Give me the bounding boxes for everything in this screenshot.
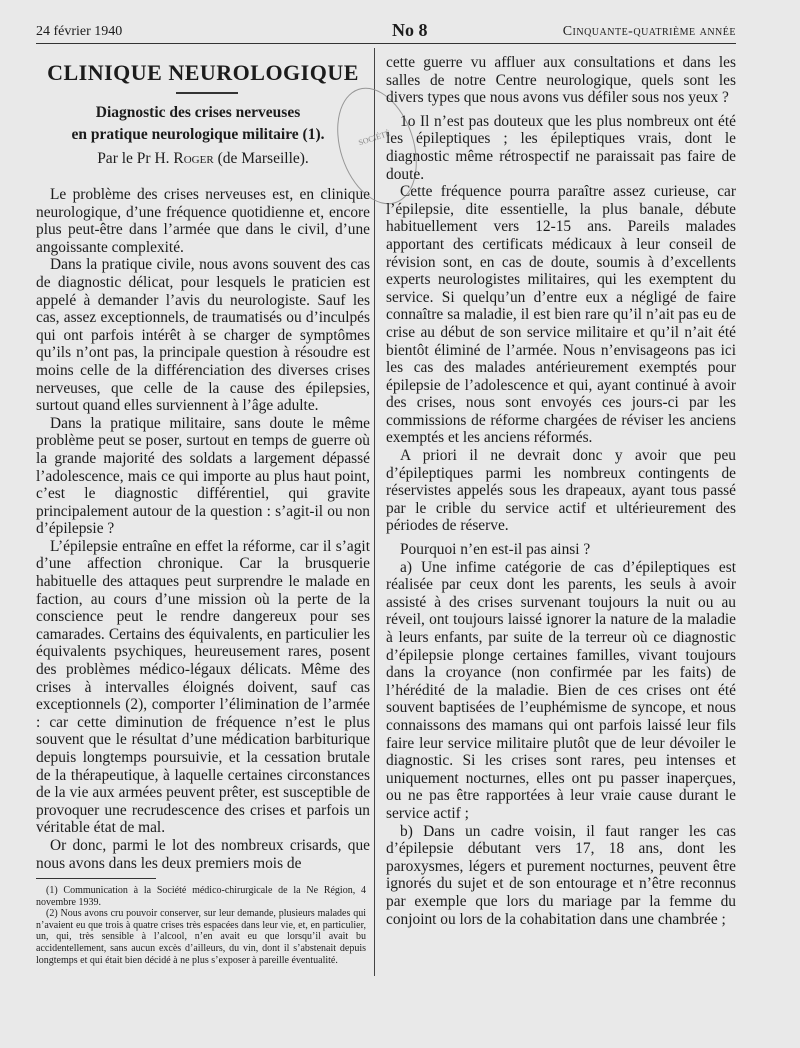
issue-number: No 8	[392, 20, 428, 40]
publication-year: Cinquante-quatrième année	[562, 24, 736, 39]
title-rule	[176, 92, 238, 94]
paragraph: Cette fréquence pourra paraître assez curieuse, car l’épilepsie, dite essentielle, la plus banale, débute habituellement vers 12-15 ans. Pareils malades apportant des certificats médicaux à leur conseil de révision sont, en cas de doute, soumis à d’excellents experts neurologistes militaires, qui les exemptent du service. Si quelqu’un d’entre eux a négligé de faire connaître sa maladie, il est bien rare qu’il n’ait pas eu de crise au début de son service militaire et qu’il n’ait été bientôt éliminé de l’armée. Nous n’envisageons pas ici les cas des malades antérieurement exemptés pour épilepsie de l’adolescence et qui, ayant continué à avoir des crises, nous sont envoyés ces jours-ci par les commissions de réforme chargées de réviser les anciens exemptés et les anciens réformés.	[386, 183, 736, 447]
issue-date: 24 février 1940	[36, 24, 123, 39]
header-rule	[36, 43, 736, 44]
footnotes	[36, 878, 366, 966]
section-title: CLINIQUE NEUROLOGIQUE	[47, 60, 359, 85]
left-column	[26, 58, 370, 872]
byline	[36, 148, 370, 170]
paragraph: L’épilepsie entraîne en effet la réforme, car il s’agit d’une affection chronique. Car la brusquerie habituelle des attaques peut surprendre le malade en faction, au cours d’une mission où la perte de la conscience peut le rendre dangereux pour ses camarades. Certains des équivalents, en particulier les équivalents psychiques, heureusement rares, posent des problèmes médico-légaux délicats. Même des crises à intervalles éloignés doivent, sauf cas exceptionnels (2), comporter l’élimination de l’armée : car cette diminution de fréquence n’est le plus souvent que le résultat d’une médication barbiturique depuis longtemps poursuivie, et la cessation brutale de la thérapeutique, à laquelle certaines circonstances de la vie aux armées peuvent prêter, est susceptible de provoquer une recrudescence des crises et parfois un véritable état de mal.	[36, 537, 370, 837]
paragraph: Pourquoi n’en est-il pas ainsi ?	[400, 541, 591, 559]
footnote: (2) Nous avons cru pouvoir conserver, sur leur demande, plusieurs malades qui n’avaient eu que trois à quatre crises très espacées dans leur vie, et, en particulier, un, qui, très sensible à l’alcool, n’en avait eu que lorsqu’il avait bu accidentellement, sans aucun excès d’ailleurs, du vin, dont il s’abstenait depuis longtemps et qui était bien décidé à ne plus s’exposer à pareille éventualité.	[36, 908, 366, 966]
paragraph: a) Une infime catégorie de cas d’épileptiques est réalisée par ceux dont les parents, les seuls à avoir assisté à des crises survenant toujours la nuit ou au réveil, ont toujours laissé ignorer la nature de la maladie à leurs enfants, par suite de la terreur où ce diagnostic d’épilepsie plonge certaines familles, vivant toujours dans la croyance (non confirmée par les faits) de l’hérédité de la maladie. Bien de ces crises ont été souvent baptisées de l’euphémisme de syncope, et nous connaissons des mamans qui ont parfois laissé leur fils faire leur service militaire plutôt que de leur dévoiler le diagnostic. Si les crises sont rares, peu intenses et uniquement nocturnes, elles ont pu passer inaperçues, ou ne pas être rapportées à leur vraie cause durant le service actif ;	[386, 558, 736, 822]
article-title	[36, 102, 360, 146]
footnote-rule	[36, 878, 156, 879]
paragraph: A priori il ne devrait donc y avoir que peu d’épileptiques parmi les nombreux contingents de réservistes appelés sous les drapeaux, ayant tous passé par le crible du service actif et ultérieurement des périodes de réserve.	[386, 447, 736, 535]
paragraph: Dans la pratique civile, nous avons souvent des cas de diagnostic délicat, pour lesquels le praticien est appelé à demander l’avis du neurologiste. Sauf les cas, assez exceptionnels, de traumatisés ou d’inculpés qui ont parfois intérêt à se charger de symptômes qu’ils n’ont pas, la principale question à résoudre est moins celle de la différenciation des diverses crises nerveuses, que celle de la cause des épilepsies, surtout quand elles surviennent à l’âge adulte.	[36, 256, 370, 415]
byline-suffix: (de Marseille).	[217, 150, 309, 167]
stamp-text: SOCIÉTÉ	[357, 128, 392, 148]
paragraph: Dans la pratique militaire, sans doute le même problème peut se poser, surtout en temps de guerre où la grande majorité des soldats a largement dépassé l’adolescence, mais ce qui importe au plus haut point, c’est le diagnostic différentiel, qui gravite principalement autour de la question : s’agit-il ou non d’épilepsie ?	[36, 414, 370, 538]
paragraph: Or donc, parmi le lot des nombreux crisards, que nous avons dans les deux premiers mois de	[36, 836, 370, 872]
paragraph: Le problème des crises nerveuses est, en clinique neurologique, d’une fréquence quotidienne et, encore plus peut-être dans l’armée que dans le civil, d’une angoissante complexité.	[36, 186, 370, 256]
paragraph: 1o Il n’est pas douteux que les plus nombreux ont été les épileptiques ; les épileptiques vrais, dont le diagnostic même rétrospectif ne paraissait pas faire de doute.	[386, 112, 736, 183]
author-name: Roger	[173, 150, 214, 167]
article-title-line: en pratique neurologique militaire (1).	[71, 126, 325, 143]
byline-prefix: Par le Pr H.	[97, 150, 170, 167]
article-title-line: Diagnostic des crises nerveuses	[95, 104, 301, 121]
paragraph: b) Dans un cadre voisin, il faut ranger les cas d’épilepsie débutant vers 17, 18 ans, dont les paroxysmes, légers et purement nocturnes, peuvent être ignorés du sujet et de son entourage et n’être reconnus par exemple que lors du mariage par la femme du conjoint ou lors de la cohabitation dans une chambrée ;	[386, 822, 736, 928]
right-column	[386, 54, 736, 928]
paragraph: cette guerre vu affluer aux consultations et dans les salles de notre Centre neurologique, quels sont les divers types que nous avons vus défiler sous nos yeux ?	[386, 54, 736, 107]
footnote: (1) Communication à la Société médico-chirurgicale de la Ne Région, 4 novembre 1939.	[36, 885, 366, 908]
page-header	[36, 20, 736, 42]
